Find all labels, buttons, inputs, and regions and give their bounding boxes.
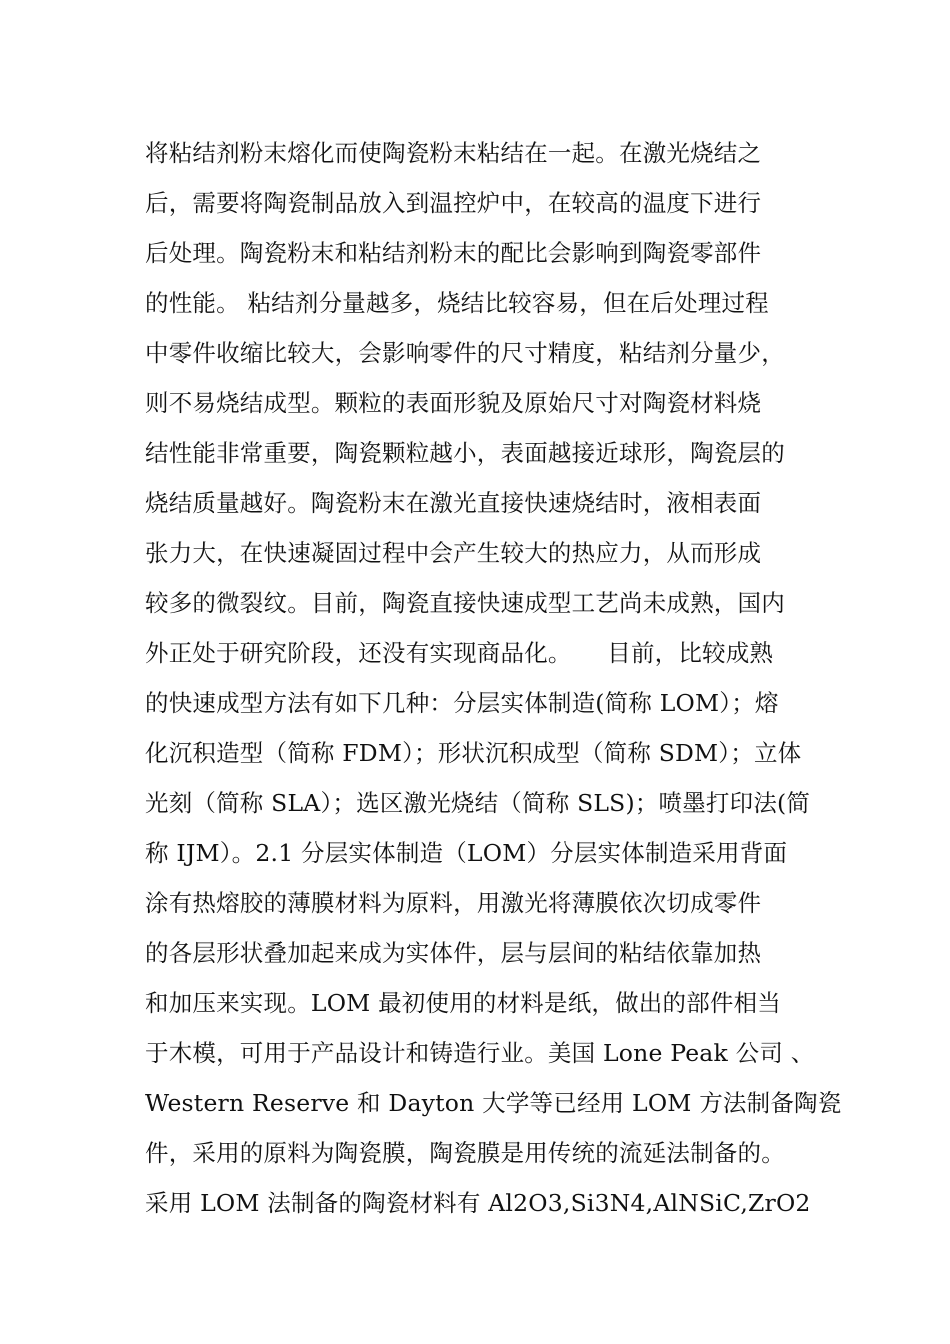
text-line-7: 结性能非常重要，陶瓷颗粒越小，表面越接近球形，陶瓷层的 xyxy=(145,439,785,467)
text-line-11: 外正处于研究阶段，还没有实现商品化。 目前，比较成熟 xyxy=(145,639,774,667)
text-line-10: 较多的微裂纹。目前，陶瓷直接快速成型工艺尚未成熟，国内 xyxy=(145,589,785,617)
body-paragraph xyxy=(145,128,842,1228)
text-line-19: 于木模，可用于产品设计和铸造行业。美国 Lone Peak 公司 、 xyxy=(145,1039,815,1067)
text-line-2: 后，需要将陶瓷制品放入到温控炉中，在较高的温度下进行 xyxy=(145,189,762,217)
text-line-8: 烧结质量越好。陶瓷粉末在激光直接快速烧结时，液相表面 xyxy=(145,489,762,517)
text-line-1: 将粘结剂粉末熔化而使陶瓷粉末粘结在一起。在激光烧结之 xyxy=(145,139,762,167)
text-line-14: 光刻（简称 SLA）；选区激光烧结（简称 SLS)；喷墨打印法(简 xyxy=(145,789,811,817)
text-line-3: 后处理。陶瓷粉末和粘结剂粉末的配比会影响到陶瓷零部件 xyxy=(145,239,762,267)
text-line-5: 中零件收缩比较大，会影响零件的尺寸精度，粘结剂分量少， xyxy=(145,339,785,367)
text-line-13: 化沉积造型（简称 FDM）；形状沉积成型（简称 SDM）；立体 xyxy=(145,739,802,767)
text-line-16: 涂有热熔胶的薄膜材料为原料，用激光将薄膜依次切成零件 xyxy=(145,889,762,917)
text-line-15: 称 IJM）。2.1 分层实体制造（LOM）分层实体制造采用背面 xyxy=(145,839,788,867)
text-line-20: Western Reserve 和 Dayton 大学等已经用 LOM 方法制备陶瓷 xyxy=(145,1089,842,1117)
text-line-21: 件，采用的原料为陶瓷膜，陶瓷膜是用传统的流延法制备的。 xyxy=(145,1139,785,1167)
text-line-4: 的性能。 粘结剂分量越多，烧结比较容易，但在后处理过程 xyxy=(145,289,769,317)
text-line-18: 和加压来实现。LOM 最初使用的材料是纸，做出的部件相当 xyxy=(145,989,782,1017)
text-line-17: 的各层形状叠加起来成为实体件，层与层间的粘结依靠加热 xyxy=(145,939,762,967)
text-line-6: 则不易烧结成型。颗粒的表面形貌及原始尺寸对陶瓷材料烧 xyxy=(145,389,762,417)
text-line-9: 张力大，在快速凝固过程中会产生较大的热应力，从而形成 xyxy=(145,539,762,567)
text-line-12: 的快速成型方法有如下几种：分层实体制造(简称 LOM）；熔 xyxy=(145,689,779,717)
text-line-22: 采用 LOM 法制备的陶瓷材料有 Al2O3,Si3N4,AlNSiC,ZrO2 xyxy=(145,1189,811,1217)
